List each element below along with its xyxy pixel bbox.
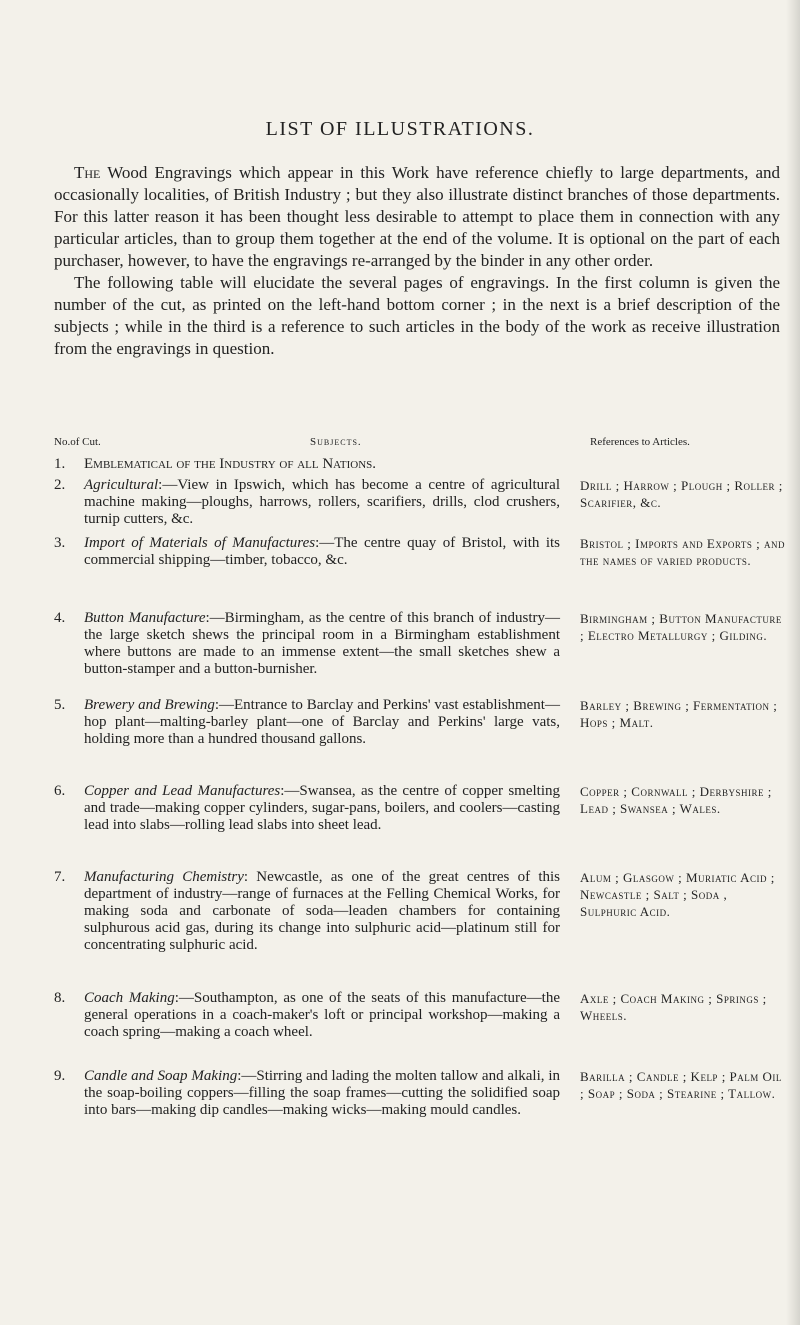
entry-description <box>84 535 560 569</box>
page-title: LIST OF ILLUSTRATIONS. <box>265 118 535 140</box>
entry-text: :—The centre quay of Bristol, with its commercial shipping—timber, tobacco, &c. <box>84 535 560 568</box>
entry-text: :—View in Ipswich, which has become a centre of agricultural machine making—ploughs, harrows, rollers, scarifiers, drills, clod crushers, turnip cutters, &c. <box>84 477 560 527</box>
entry-description <box>84 869 560 954</box>
entry-text: :—Stirring and lading the molten tallow and alkali, in the soap-boiling coppers—filling the soap frames—cutting the solidified soap into bars—making dip candles—making wicks—making mould candles. <box>84 1068 560 1118</box>
entry-number: 5. <box>54 697 66 713</box>
entry-references: Copper ; Cornwall ; Derbyshire ; Lead ; Swansea ; Wales. <box>580 784 772 816</box>
entry-title: Manufacturing Chemistry <box>84 869 244 885</box>
entry-number: 1. <box>54 456 66 472</box>
entry-title: Coach Making <box>84 990 175 1006</box>
entry-title: Copper and Lead Manufactures <box>84 783 281 799</box>
entry-text: Emblematical of the Industry of all Nations. <box>84 456 377 472</box>
entry-text: : Newcastle, as one of the great centres of this department of industry—range of furnaces at the Felling Chemical Works, for making soda and carbonate of soda—leaden chambers for containing sulphurous acid gas, during its change into sulphuric acid—platinum still for concentrating sulphuric acid. <box>84 869 561 953</box>
intro <box>54 162 780 360</box>
entry-description <box>84 990 560 1041</box>
entry-references: Alum ; Glasgow ; Muriatic Acid ; Newcastle ; Salt ; Soda , Sulphuric Acid. <box>580 870 775 919</box>
entry-title: Agricultural <box>84 477 159 493</box>
intro-paragraph-1 <box>54 162 780 272</box>
entry-number: 3. <box>54 535 66 551</box>
entry-title: Button Manufacture <box>84 610 206 626</box>
entry-references: Axle ; Coach Making ; Springs ; Wheels. <box>580 991 767 1023</box>
entry-description <box>84 1068 560 1119</box>
entry-number: 4. <box>54 610 66 626</box>
entry-references: Barley ; Brewing ; Fermentation ; Hops ; Malt. <box>580 698 778 730</box>
entry-title: Import of Materials of Manufactures <box>84 535 316 551</box>
entry-description <box>84 456 560 473</box>
entry-references: Bristol ; Imports and Exports ; and the names of varied products. <box>580 536 785 568</box>
entry-description <box>84 783 560 834</box>
entry-description <box>84 697 560 748</box>
entry-title: Candle and Soap Making <box>84 1068 238 1084</box>
entry-text: :—Swansea, as the centre of copper smelting and trade—making copper cylinders, sugar-pans, boilers, and coolers—casting lead into slabs—rolling lead slabs into sheet lead. <box>84 783 560 833</box>
entry-text: :—Southampton, as one of the seats of this manufacture—the general operations in a coach-maker's loft or principal workshop—making a coach spring—making a coach wheel. <box>84 990 561 1040</box>
entry-description <box>84 610 560 678</box>
entry-number: 9. <box>54 1068 66 1084</box>
entry-text: :—Birmingham, as the centre of this branch of industry—the large sketch shews the principal room in a Birmingham establishment where buttons are made to an immense extent—the small sketches shew a button-stamper and a button-burnisher. <box>84 610 560 677</box>
entry-number: 2. <box>54 477 66 493</box>
entry-text: :—Entrance to Barclay and Perkins' vast establishment—hop plant—malting-barley plant—one of Barclay and Perkins' large vats, holding more than a hundred thousand gallons. <box>84 697 560 747</box>
intro-paragraph-1-text: Wood Engravings which appear in this Work have reference chiefly to large departments, and occasionally localities, of British Industry ; but they also illustrate distinct branches of those departments. For this latter reason it has been thought less desirable to attempt to place them in connection with any particular articles, than to group them together at the end of the volume. It is optional on the part of each purchaser, however, to have the engravings re-arranged by the binder in any other order. <box>54 163 780 270</box>
intro-lead-word: The <box>74 163 101 182</box>
intro-paragraph-2: The following table will elucidate the several pages of engravings. In the first column is given the number of the cut, as printed on the left-hand bottom corner ; in the next is a brief description of the subjects ; while in the third is a reference to such articles in the body of the work as receive illustration from the engravings in question. <box>54 273 780 358</box>
entry-number: 7. <box>54 869 66 885</box>
column-header-number: No.of Cut. <box>54 436 101 448</box>
entry-description <box>84 477 560 528</box>
entry-number: 8. <box>54 990 66 1006</box>
entry-references: Drill ; Harrow ; Plough ; Roller ; Scarifier, &c. <box>580 478 783 510</box>
entry-number: 6. <box>54 783 66 799</box>
column-header-subjects: Subjects. <box>310 436 362 448</box>
entry-references: Birmingham ; Button Manufacture ; Electro Metallurgy ; Gilding. <box>580 611 782 643</box>
entry-references: Barilla ; Candle ; Kelp ; Palm Oil ; Soap ; Soda ; Stearine ; Tallow. <box>580 1069 782 1101</box>
page-edge-shadow <box>786 0 800 1325</box>
entry-title: Brewery and Brewing <box>84 697 215 713</box>
column-header-references: References to Articles. <box>590 436 690 448</box>
